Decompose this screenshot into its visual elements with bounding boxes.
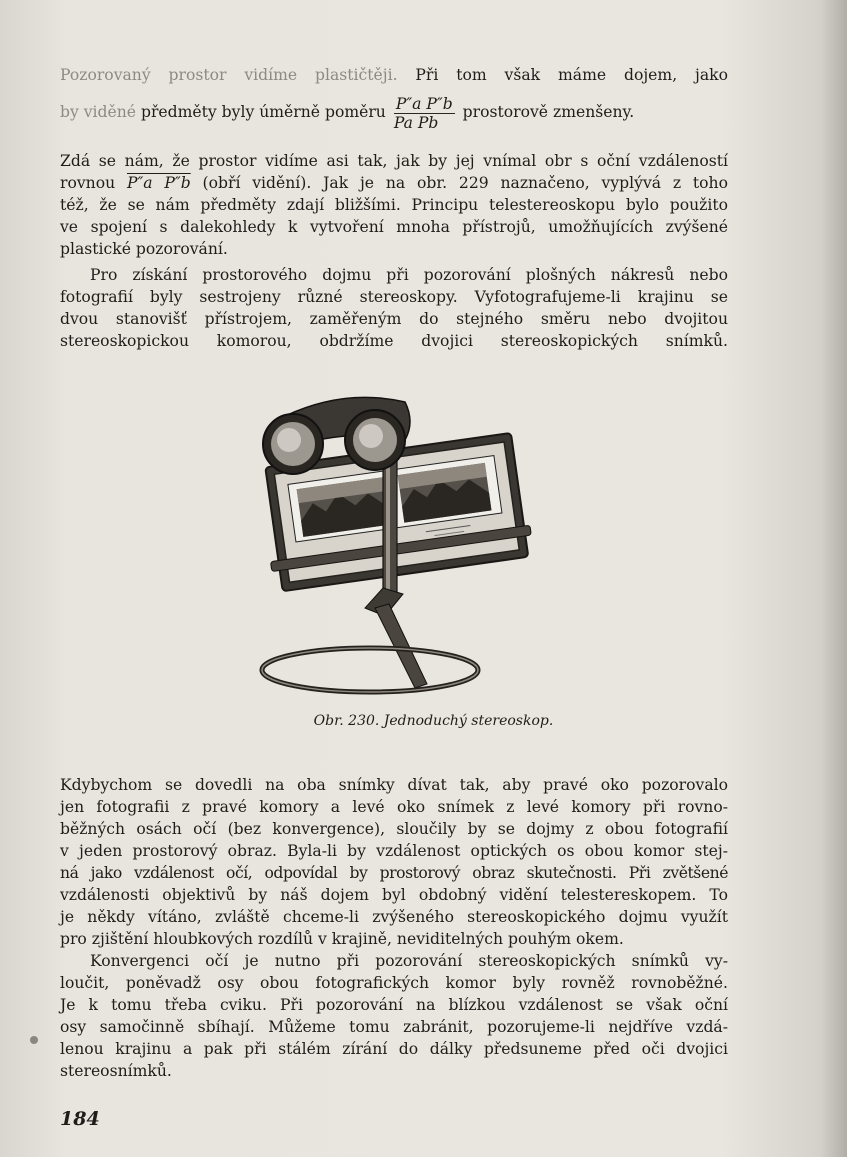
paragraph-4 [60, 950, 728, 1082]
text-line: plastické pozorování. [60, 240, 228, 258]
text-line: dvou stanovišť přístrojem, zaměřeným do stejného směru nebo dvojitou [60, 310, 728, 328]
text-line: lenou krajinu a pak při stálém zírání do dálky předsuneme před oči dvojici [60, 1040, 728, 1058]
text-line: ve spojení s dalekohledy k vytvoření mnoha přístrojů, umožňujících zvýšené [60, 218, 728, 236]
paragraph-3 [60, 774, 728, 950]
overlined-term: P″a P″b [126, 174, 191, 192]
text-line: též, že se nám předměty zdají bližšími. Principu telestereoskopu bylo použito [60, 196, 728, 214]
fraction-line: by viděné předměty byly úměrně poměru $\frac{\text{P″a P″b}}{\text{Pa Pb}}$ prostorově zmenšeny. [60, 94, 635, 132]
top-text [60, 64, 728, 134]
paragraph-1 [60, 150, 728, 260]
fraction-denominator: Pa Pb [393, 113, 439, 132]
text-line: vzdálenosti objektivů by náš dojem byl obdobný vidění telestereskopem. To [60, 886, 728, 904]
figure-caption: Obr. 230. Jednoduchý stereoskop. [313, 713, 554, 729]
fraction-numerator: P″a P″b [395, 94, 453, 113]
text-line: osy samočinně sbíhají. Můžeme tomu zabránit, pozorujeme-li nejdříve vzdá- [60, 1018, 728, 1036]
text-line: Je k tomu třeba cviku. Při pozorování na blízkou vzdálenost se však oční [60, 996, 728, 1014]
binding-gutter [821, 0, 847, 1157]
text-line: ná jako vzdálenost očí, odpovídal by prostorový obraz skutečnosti. Při zvětšené [60, 864, 728, 882]
text-line: jen fotografii z pravé komory a levé oko snímek z levé komory při rovno- [60, 798, 728, 816]
text-line: pro zjištění hloubkových rozdílů v krajině, neviditelných pouhým okem. [60, 930, 624, 948]
text-line: rovnou P″a P″b (obří vidění). Jak je na obr. 229 naznačeno, vyplývá z toho [60, 174, 728, 192]
text-line: Zdá se nám, že prostor vidíme asi tak, jak by jej vnímal obr s oční vzdáleností [60, 152, 728, 170]
paragraph-2 [60, 264, 728, 352]
text-line: běžných osách očí (bez konvergence), sloučily by se dojmy z obou fotografií [60, 820, 728, 838]
text-line: je někdy vítáno, zvláště chceme-li zvýšeného stereoskopického dojmu využít [60, 908, 728, 926]
text-line: stereosnímků. [60, 1062, 172, 1080]
text-line: stereoskopickou komorou, obdržíme dvojici stereoskopických snímků. [60, 332, 728, 350]
page-number: 184 [60, 1108, 100, 1130]
text-line: fotografií byly sestrojeny různé stereoskopy. Vyfotografujeme-li krajinu se [60, 288, 728, 306]
text-line: v jeden prostorový obraz. Byla-li by vzdálenost optických os obou komor stej- [60, 842, 728, 860]
text-line: Pozorovaný prostor vidíme plastičtěji. Při tom však máme dojem, jako [60, 66, 728, 84]
ratio-fraction [394, 95, 455, 132]
text-line: loučit, poněvadž osy obou fotografických komor byly rovněž rovnoběžné. [60, 974, 728, 992]
text-line: Pro získání prostorového dojmu při pozorování plošných nákresů nebo [90, 266, 728, 284]
stereoscope-illustration [255, 388, 535, 698]
page-blemish [30, 1036, 38, 1044]
text-line: Kdybychom se dovedli na oba snímky dívat tak, aby pravé oko pozorovalo [60, 776, 728, 794]
text-line: Konvergenci očí je nutno při pozorování stereoskopických snímků vy- [90, 952, 728, 970]
